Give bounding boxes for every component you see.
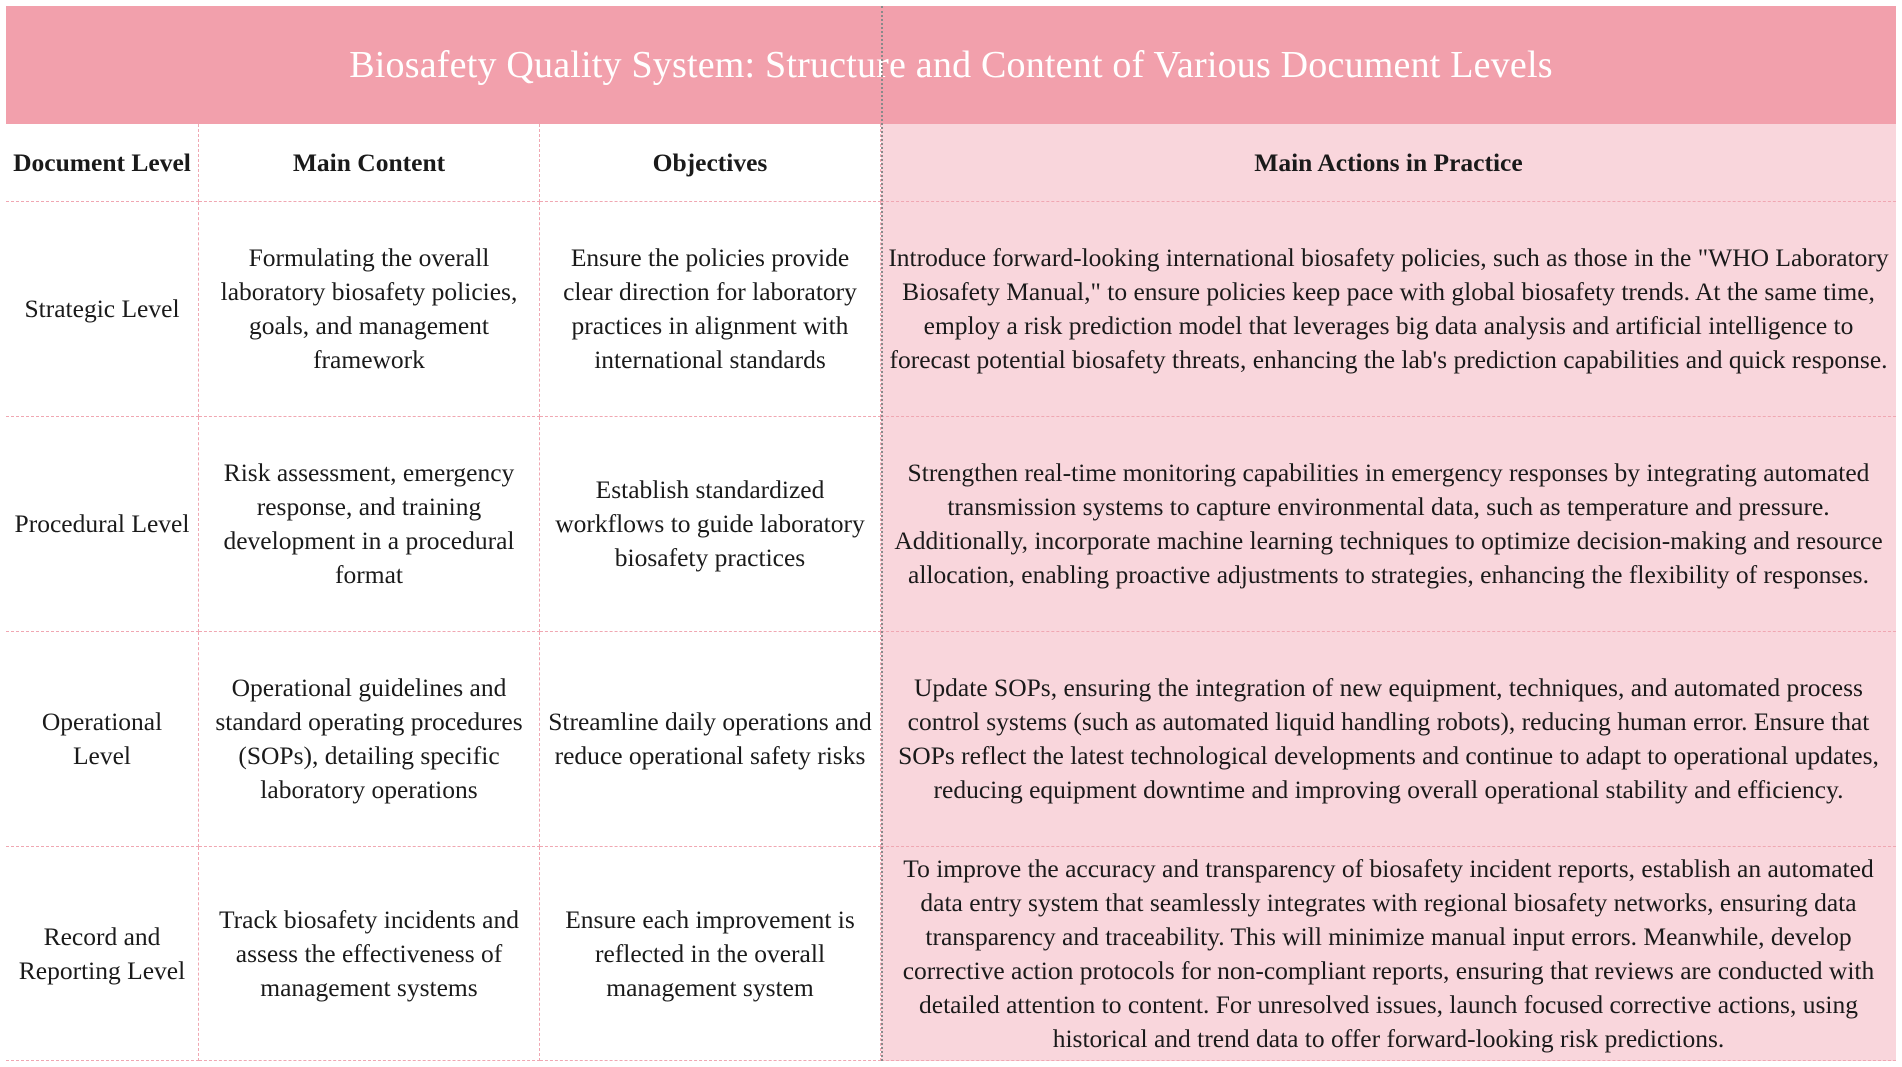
objectives-cell: Ensure each improvement is reflected in the overall management system xyxy=(540,847,881,1061)
content-cell: Track biosafety incidents and assess the effectiveness of management systems xyxy=(199,847,540,1061)
column-divider xyxy=(881,6,883,1061)
level-cell: Procedural Level xyxy=(6,417,199,632)
header-objectives: Objectives xyxy=(540,124,881,202)
header-document-level: Document Level xyxy=(6,124,199,202)
content-cell: Operational guidelines and standard operating procedures (SOPs), detailing specific laboratory operations xyxy=(199,632,540,847)
level-cell: Record and Reporting Level xyxy=(6,847,199,1061)
content-cell: Formulating the overall laboratory biosafety policies, goals, and management framework xyxy=(199,202,540,417)
header-main-content: Main Content xyxy=(199,124,540,202)
page-title: Biosafety Quality System: Structure and Content of Various Document Levels xyxy=(349,44,1553,86)
content-cell: Risk assessment, emergency response, and training development in a procedural format xyxy=(199,417,540,632)
actions-cell: To improve the accuracy and transparency of biosafety incident reports, establish an automated data entry system that seamlessly integrates with regional biosafety networks, ensuring data transparency and traceability. This will minimize manual input errors. Meanwhile, develop corrective action protocols for non-compliant reports, ensuring that reviews are conducted with detailed attention to content. For unresolved issues, launch focused corrective actions, using historical and trend data to offer forward-looking risk predictions. xyxy=(881,847,1896,1061)
level-cell: Operational Level xyxy=(6,632,199,847)
actions-cell: Strengthen real-time monitoring capabilities in emergency responses by integrating automated transmission systems to capture environmental data, such as temperature and pressure. Additionally, incorporate machine learning techniques to optimize decision-making and resource allocation, enabling proactive adjustments to strategies, enhancing the flexibility of responses. xyxy=(881,417,1896,632)
actions-cell: Update SOPs, ensuring the integration of new equipment, techniques, and automated process control systems (such as automated liquid handling robots), reducing human error. Ensure that SOPs reflect the latest technological developments and continue to adapt to operational updates, reducing equipment downtime and improving overall operational stability and efficiency. xyxy=(881,632,1896,847)
actions-cell: Introduce forward-looking international biosafety policies, such as those in the "WHO Laboratory Biosafety Manual," to ensure policies keep pace with global biosafety trends. At the same time, employ a risk prediction model that leverages big data analysis and artificial intelligence to forecast potential biosafety threats, enhancing the lab's prediction capabilities and quick response. xyxy=(881,202,1896,417)
document-levels-table xyxy=(6,124,1896,1061)
title-banner xyxy=(6,6,1896,124)
level-cell: Strategic Level xyxy=(6,202,199,417)
header-main-actions: Main Actions in Practice xyxy=(881,124,1896,202)
objectives-cell: Establish standardized workflows to guide laboratory biosafety practices xyxy=(540,417,881,632)
objectives-cell: Streamline daily operations and reduce operational safety risks xyxy=(540,632,881,847)
objectives-cell: Ensure the policies provide clear direction for laboratory practices in alignment with international standards xyxy=(540,202,881,417)
figure xyxy=(6,6,1896,1061)
